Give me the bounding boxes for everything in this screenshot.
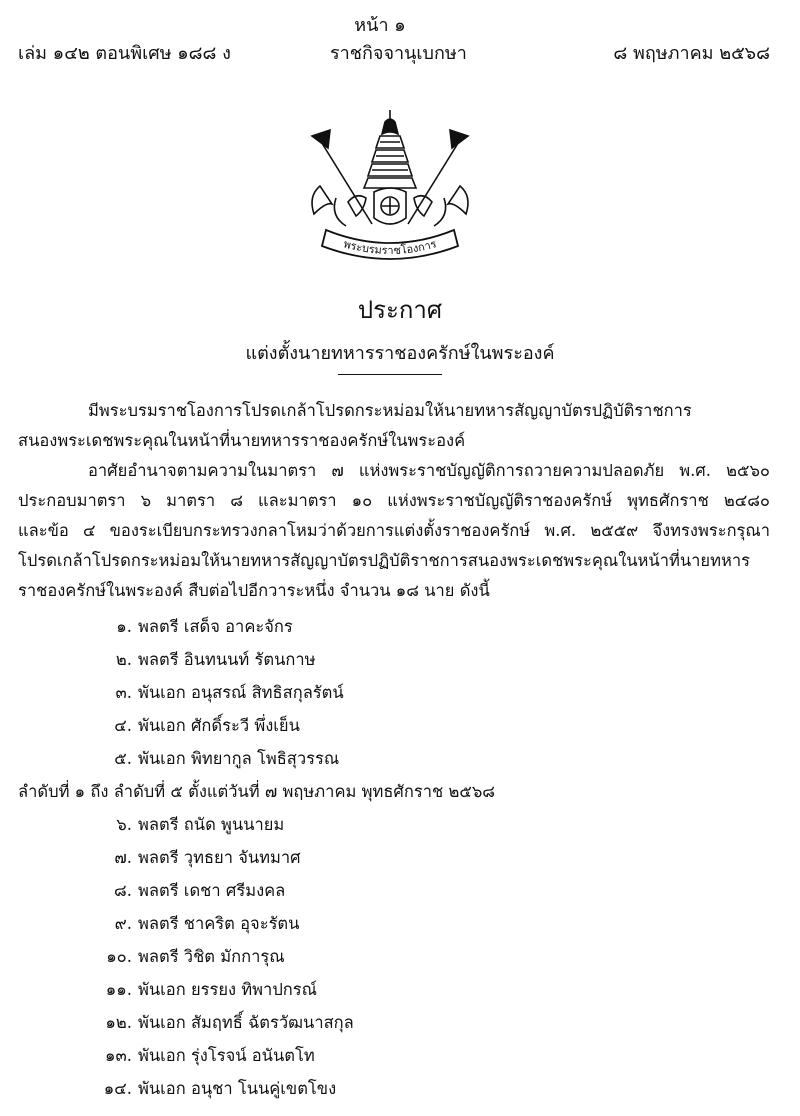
officer-list-group-1: [18, 610, 770, 775]
item-number: ๗.: [114, 848, 132, 867]
item-number: ๑๒.: [105, 1013, 132, 1032]
item-number: ๙.: [114, 914, 132, 933]
officer-name: พันเอก ศักดิ์ระวี พึ่งเย็น: [138, 716, 300, 735]
officer-name: พลตรี ชาคริต อุจะรัตน: [138, 914, 300, 933]
officer-name: พลตรี เดชา ศรีมงคล: [138, 881, 286, 900]
officer-name: พลตรี วุทธยา จันทมาศ: [138, 848, 301, 867]
item-number: ๓.: [115, 683, 132, 702]
list-item: [18, 940, 770, 973]
officer-name: พันเอก รุ่งโรจน์ อนันตโท: [138, 1046, 315, 1065]
officer-name: พลตรี ถนัด พูนนายม: [138, 815, 285, 834]
item-number: ๑.: [116, 617, 132, 636]
list-item: [18, 1006, 770, 1039]
list-item: [18, 973, 770, 1006]
item-number: ๑๔.: [103, 1079, 132, 1098]
officer-name: พันเอก ยรรยง ทิพาปกรณ์: [138, 980, 317, 999]
list-item: [18, 610, 770, 643]
list-item: [18, 874, 770, 907]
officer-list-group-2: [18, 808, 770, 1105]
announcement-title: ประกาศ: [357, 296, 443, 324]
officer-name: พันเอก สัมฤทธิ์ ฉัตรวัฒนาสกุล: [138, 1013, 354, 1032]
list-item: [18, 1072, 770, 1105]
officer-name: พลตรี เสด็จ อาคะจักร: [138, 617, 293, 636]
officer-name: พันเอก พิทยากูล โพธิสุวรรณ: [138, 749, 340, 768]
list-item: [18, 907, 770, 940]
royal-seal-emblem-icon: [290, 106, 490, 266]
paragraph-line: ราชองครักษ์ในพระองค์ สืบต่อไปอีกวาระหนึ่ง จำนวน ๑๘ นาย ดังนี้: [18, 581, 490, 600]
paragraph-line: โปรดเกล้าโปรดกระหม่อมให้นายทหารสัญญาบัตรปฏิบัติราชการสนองพระเดชพระคุณในหน้าที่นายทหาร: [18, 551, 750, 570]
list-item: [18, 643, 770, 676]
officer-name: พลตรี อินทนนท์ รัตนกาษ: [138, 650, 316, 669]
list-item: [18, 742, 770, 775]
paragraph-line: และข้อ ๔ ของระเบียบกระทรวงกลาโหมว่าด้วยการแต่งตั้งราชองครักษ์ พ.ศ. ๒๕๕๙ จึงทรงพระกรุณา: [18, 521, 770, 540]
item-number: ๑๓.: [105, 1046, 132, 1065]
paragraph-line: อาศัยอำนาจตามความในมาตรา ๗ แห่งพระราชบัญญัติการถวายความปลอดภัย พ.ศ. ๒๕๖๐: [88, 461, 770, 480]
paragraph-line: สนองพระเดชพระคุณในหน้าที่นายทหารราชองครักษ์ในพระองค์: [18, 431, 466, 450]
seal-inscription: พระบรมราชโองการ: [342, 237, 438, 258]
publication-name: ราชกิจจานุเบกษา: [330, 43, 467, 64]
effective-range-note: ลำดับที่ ๑ ถึง ลำดับที่ ๕ ตั้งแต่วันที่ ๗ พฤษภาคม พุทธศักราช ๒๕๖๘: [18, 782, 496, 801]
item-number: ๔.: [114, 716, 132, 735]
announcement-subtitle: แต่งตั้งนายทหารราชองครักษ์ในพระองค์: [245, 343, 555, 364]
list-item: [18, 841, 770, 874]
volume-info: เล่ม ๑๔๒ ตอนพิเศษ ๑๘๘ ง: [18, 43, 231, 64]
item-number: ๘.: [114, 881, 132, 900]
list-item: [18, 1039, 770, 1072]
list-item: [18, 676, 770, 709]
officer-name: พันเอก อนุสรณ์ สิทธิสกุลรัตน์: [138, 683, 344, 702]
officer-name: พลตรี วิชิต มักการุณ: [138, 947, 285, 966]
paragraph-line: มีพระบรมราชโองการโปรดเกล้าโปรดกระหม่อมให้นายทหารสัญญาบัตรปฏิบัติราชการ: [88, 401, 692, 420]
item-number: ๑๐.: [106, 947, 132, 966]
item-number: ๖.: [116, 815, 132, 834]
list-item: [18, 808, 770, 841]
title-divider: [338, 374, 442, 375]
item-number: ๒.: [115, 650, 132, 669]
publication-date: ๘ พฤษภาคม ๒๕๖๘: [613, 43, 770, 64]
list-item: [18, 709, 770, 742]
page-number: หน้า ๑: [354, 15, 406, 36]
officer-name: พันเอก อนุชา โนนคู่เขตโขง: [138, 1079, 337, 1098]
item-number: ๕.: [114, 749, 132, 768]
gazette-header: [18, 38, 770, 64]
item-number: ๑๑.: [105, 980, 132, 999]
paragraph-line: ประกอบมาตรา ๖ มาตรา ๘ และมาตรา ๑๐ แห่งพระราชบัญญัติราชองครักษ์ พุทธศักราช ๒๔๘๐: [18, 491, 770, 510]
announcement-body: [18, 396, 770, 1105]
